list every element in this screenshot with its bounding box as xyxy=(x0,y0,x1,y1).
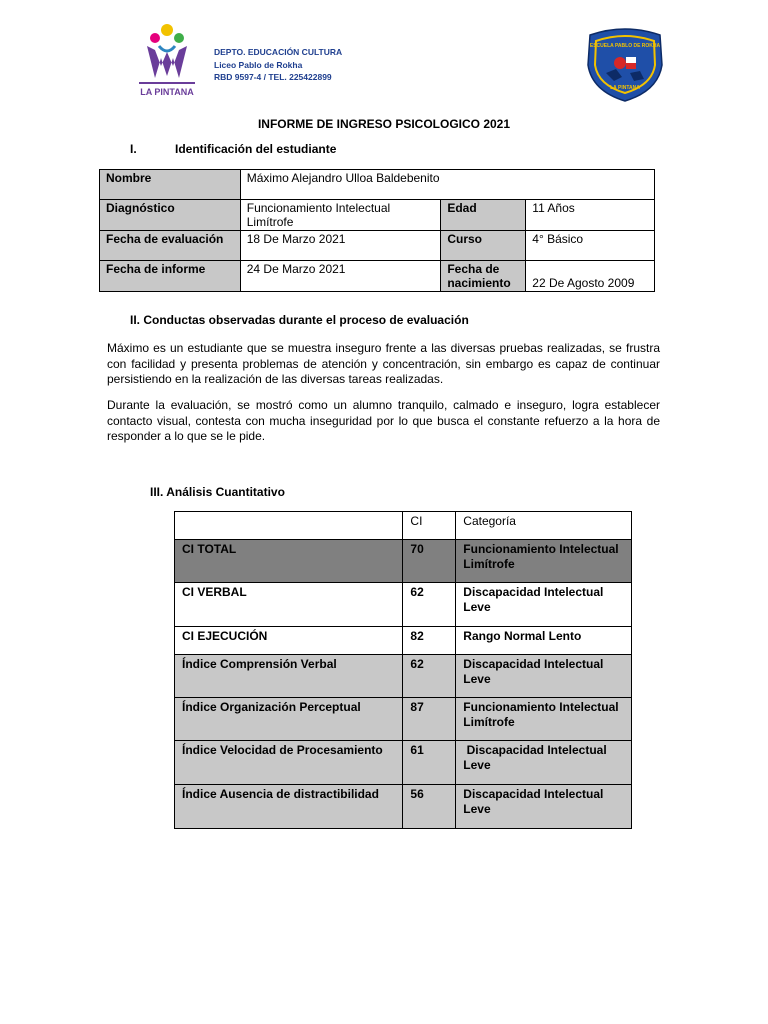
course-label: Curso xyxy=(441,231,526,261)
header-school: Liceo Pablo de Rokha xyxy=(214,59,303,70)
row-label: Índice Organización Perceptual xyxy=(175,698,403,741)
table-row xyxy=(100,200,655,231)
header-empty xyxy=(175,512,403,540)
la-pintana-logo xyxy=(125,16,209,102)
school-badge-logo xyxy=(582,25,668,103)
row-label: CI TOTAL xyxy=(175,540,403,583)
row-label: Índice Velocidad de Procesamiento xyxy=(175,741,403,785)
left-logo-text: LA PINTANA xyxy=(140,87,194,97)
table-row xyxy=(175,655,632,698)
table-row xyxy=(100,231,655,261)
header-ci: CI xyxy=(403,512,456,540)
table-row xyxy=(175,540,632,583)
row-ci: 70 xyxy=(403,540,456,583)
eval-date-value: 18 De Marzo 2021 xyxy=(240,231,441,261)
row-category: Rango Normal Lento xyxy=(456,627,632,655)
badge-top-text: ESCUELA PABLO DE ROKHA xyxy=(589,43,661,49)
section-1-number: I. xyxy=(130,142,137,156)
age-label: Edad xyxy=(441,200,526,231)
table-row xyxy=(175,583,632,627)
document-title: INFORME DE INGRESO PSICOLOGICO 2021 xyxy=(257,117,511,131)
quantitative-table xyxy=(174,511,632,829)
row-category: Discapacidad Intelectual Leve xyxy=(456,741,632,785)
header-category: Categoría xyxy=(456,512,632,540)
row-ci: 82 xyxy=(403,627,456,655)
age-value: 11 Años xyxy=(526,200,655,231)
row-category: Discapacidad Intelectual Leve xyxy=(456,655,632,698)
observation-paragraph-1: Máximo es un estudiante que se muestra inseguro frente a las diversas pruebas realizadas, se frustra con facilidad y presenta problemas de atención y concentración, sin embargo es capaz de continuar persistiendo en la realización de las diversas tareas realizadas. xyxy=(107,341,660,386)
row-ci: 87 xyxy=(403,698,456,741)
observation-paragraph-2: Durante la evaluación, se mostró como un alumno tranquilo, calmado e inseguro, logra establecer contacto visual, contesta con mucha inseguridad por lo que busca el constante refuerzo a la hora de responder a lo que se le pide. xyxy=(107,398,660,443)
diagnosis-label: Diagnóstico xyxy=(100,200,241,231)
header-text xyxy=(214,46,342,84)
diagnosis-value: Funcionamiento Intelectual Limítrofe xyxy=(240,200,441,231)
row-ci: 61 xyxy=(403,741,456,785)
row-label: Índice Ausencia de distractibilidad xyxy=(175,785,403,829)
section-2-title: II. Conductas observadas durante el proceso de evaluación xyxy=(130,313,469,327)
table-row xyxy=(175,785,632,829)
row-label: Índice Comprensión Verbal xyxy=(175,655,403,698)
course-value: 4° Básico xyxy=(526,231,655,261)
name-value: Máximo Alejandro Ulloa Baldebenito xyxy=(240,170,654,200)
table-row xyxy=(175,627,632,655)
identification-table xyxy=(99,169,655,292)
row-ci: 62 xyxy=(403,655,456,698)
header-rbd: RBD 9597-4 / TEL. 225422899 xyxy=(214,72,332,82)
row-label: CI VERBAL xyxy=(175,583,403,627)
report-date-label: Fecha de informe xyxy=(100,261,241,292)
row-category: Discapacidad Intelectual Leve xyxy=(456,583,632,627)
birth-value: 22 De Agosto 2009 xyxy=(526,261,655,292)
table-row xyxy=(100,170,655,200)
section-3-title: III. Análisis Cuantitativo xyxy=(150,485,285,499)
section-1-title: Identificación del estudiante xyxy=(175,142,337,156)
birth-label: Fecha de nacimiento xyxy=(441,261,526,292)
row-label: CI EJECUCIÓN xyxy=(175,627,403,655)
row-ci: 56 xyxy=(403,785,456,829)
table-row xyxy=(175,741,632,785)
row-category: Discapacidad Intelectual Leve xyxy=(456,785,632,829)
name-label: Nombre xyxy=(100,170,241,200)
eval-date-label: Fecha de evaluación xyxy=(100,231,241,261)
row-ci: 62 xyxy=(403,583,456,627)
table-row xyxy=(175,698,632,741)
row-category: Funcionamiento Intelectual Limítrofe xyxy=(456,698,632,741)
report-date-value: 24 De Marzo 2021 xyxy=(240,261,441,292)
badge-bottom-text: LA PINTANA xyxy=(610,85,640,91)
table-row xyxy=(100,261,655,292)
row-category: Funcionamiento Intelectual Limítrofe xyxy=(456,540,632,583)
table-header-row xyxy=(175,512,632,540)
header-dept: DEPTO. EDUCACIÓN CULTURA xyxy=(214,47,343,57)
